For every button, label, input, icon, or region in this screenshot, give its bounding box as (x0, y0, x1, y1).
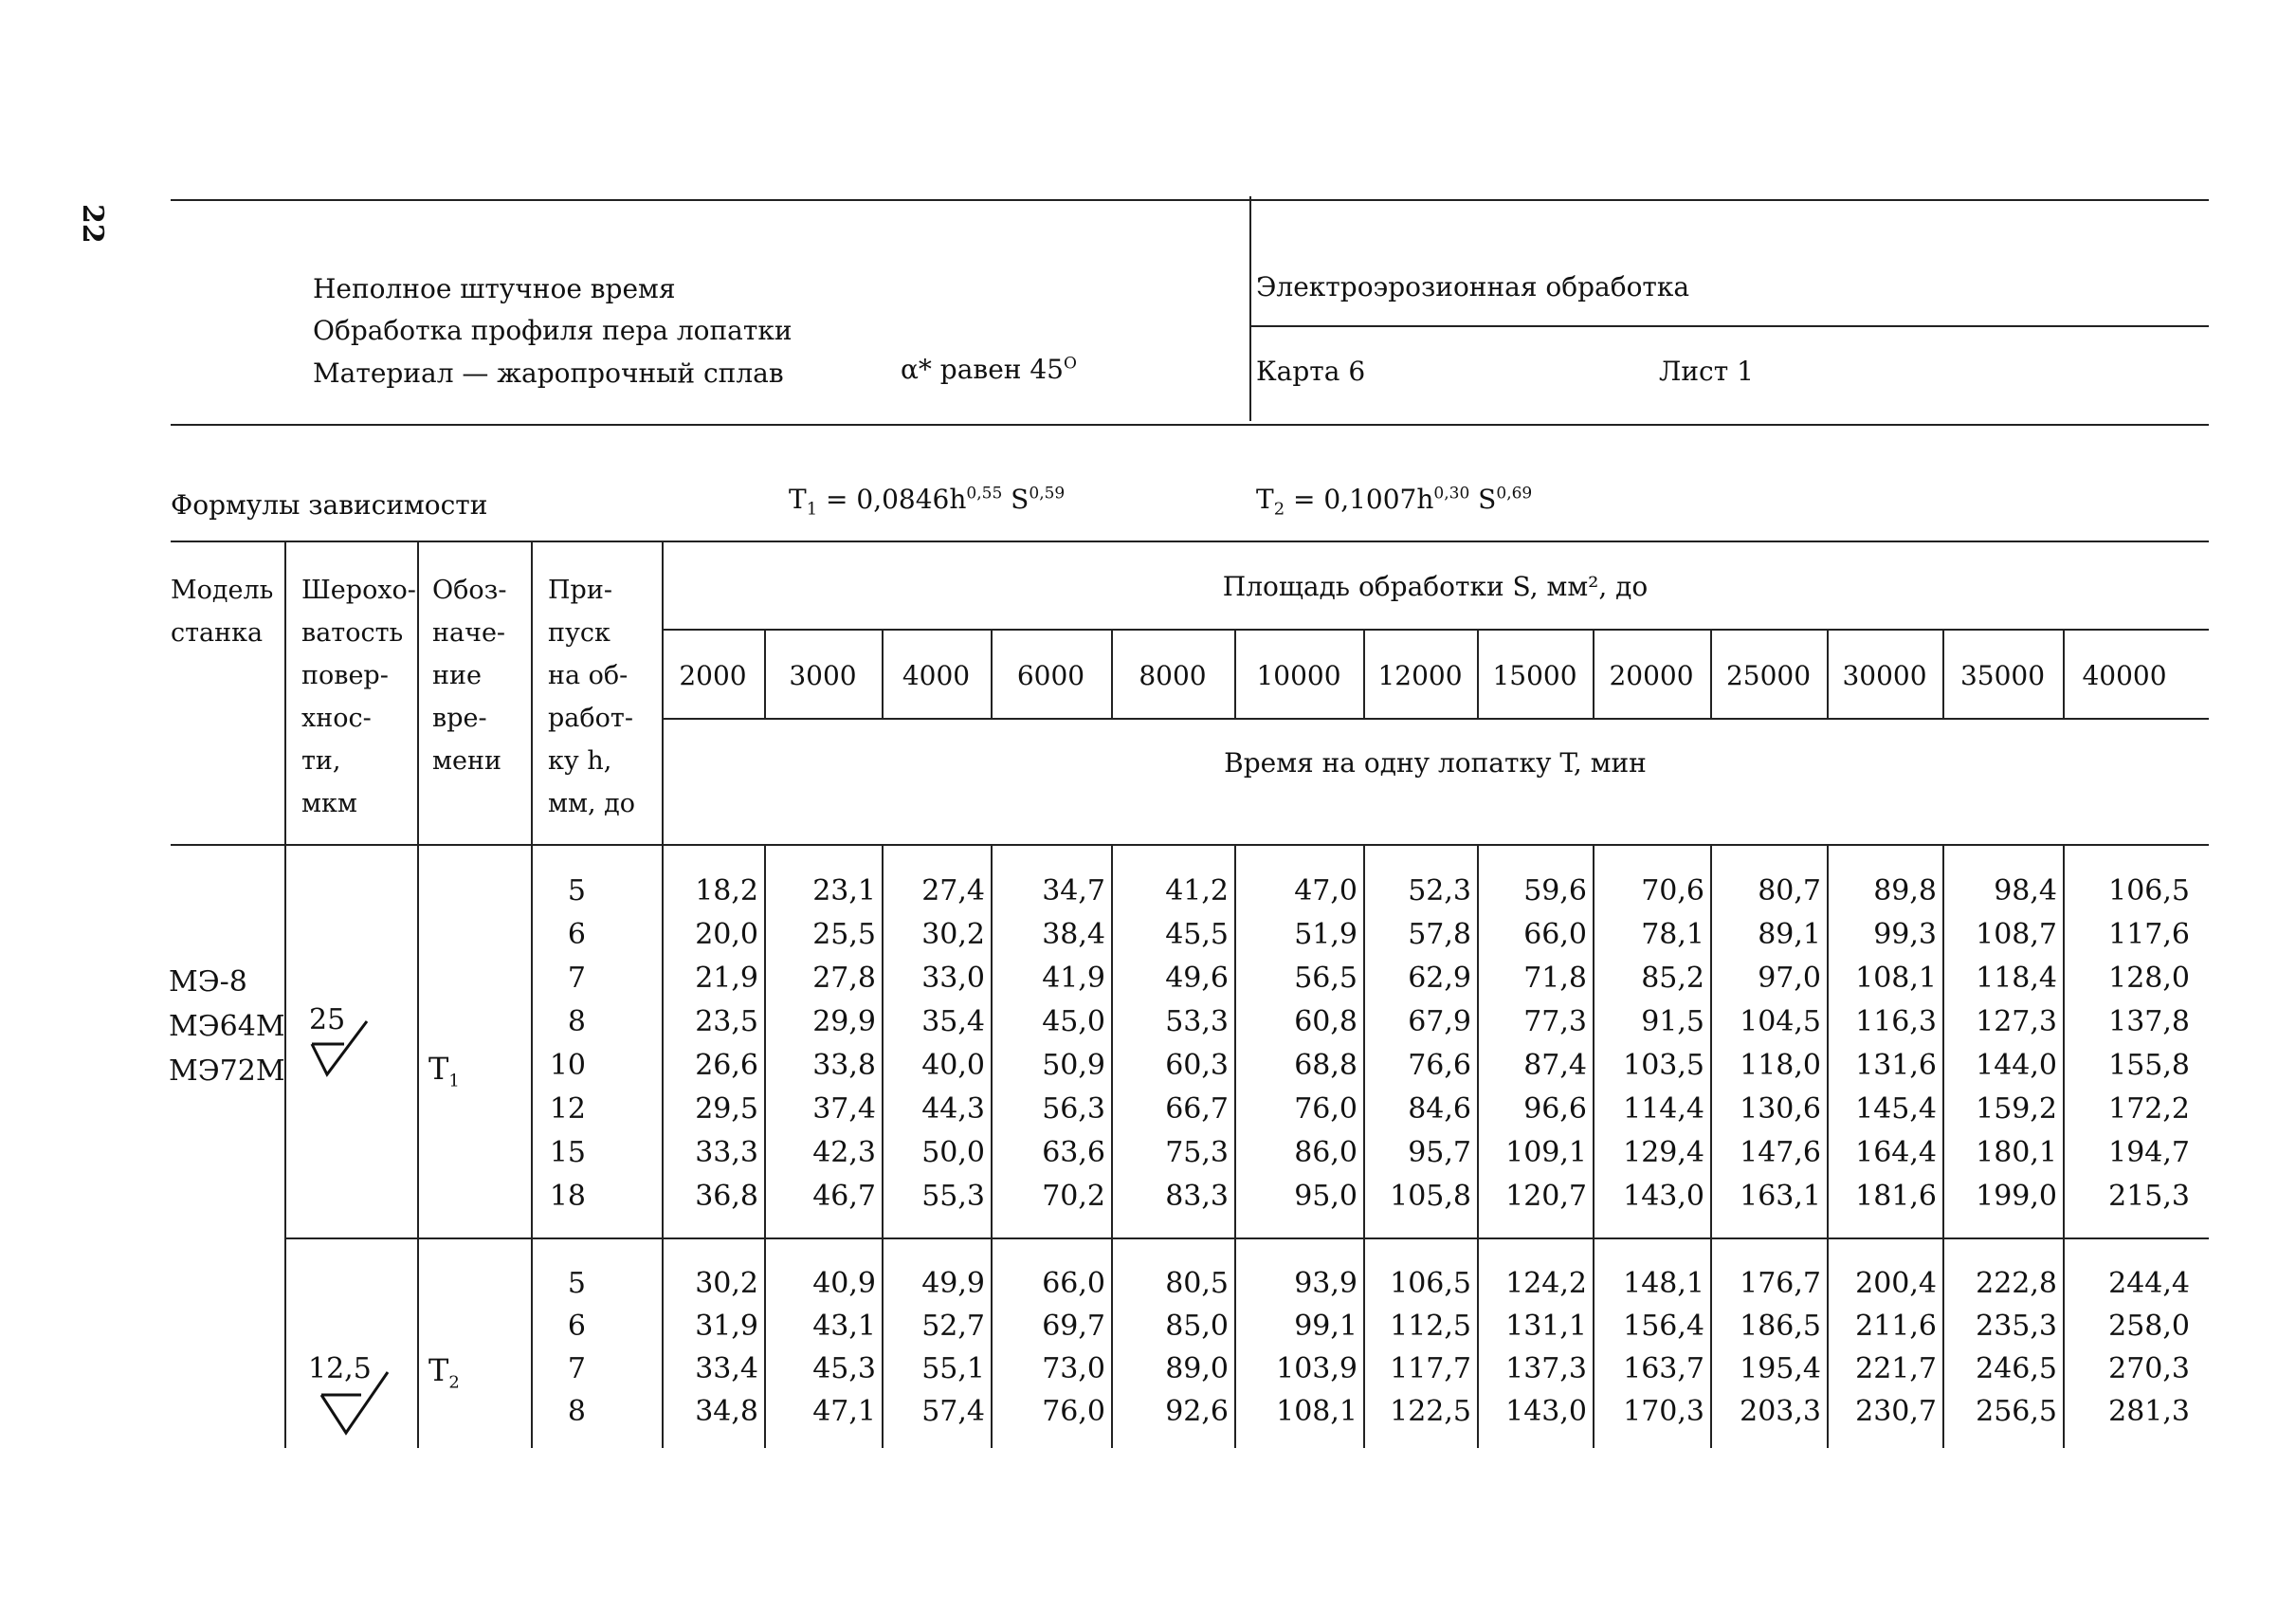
formula-t1-s: S (1002, 484, 1030, 515)
table-cell-g2: 148,1 (1623, 1267, 1704, 1300)
table-cell-g2: 203,3 (1740, 1395, 1821, 1428)
table-cell-g1: 62,9 (1408, 962, 1471, 995)
data-sep (1111, 844, 1113, 1448)
formula-t1-sub: 1 (806, 499, 818, 520)
area-col-header: 20000 (1609, 660, 1694, 691)
data-sep (991, 844, 993, 1448)
table-cell-g1: 147,6 (1740, 1136, 1821, 1169)
table-cell-g2: 235,3 (1976, 1310, 2057, 1343)
alpha-text: α* равен 45 (901, 354, 1064, 385)
table-cell-g1: 96,6 (1523, 1092, 1587, 1126)
col-allow-line-1: При- (548, 576, 612, 605)
table-cell-g1: 23,5 (695, 1005, 758, 1038)
model-3: МЭ72М (169, 1054, 285, 1088)
area-sep (991, 629, 993, 718)
allowance-g1: 10 (549, 1049, 586, 1082)
table-cell-g1: 155,8 (2108, 1049, 2190, 1082)
table-cell-g2: 76,0 (1042, 1395, 1105, 1428)
designation-t2-symbol: T (428, 1352, 449, 1388)
allowance-g1: 5 (567, 874, 586, 907)
table-cell-g1: 131,6 (1855, 1049, 1937, 1082)
model-2: МЭ64М (169, 1010, 285, 1043)
formula-t1-exp1: 0,55 (966, 484, 1003, 504)
table-cell-g1: 83,3 (1165, 1180, 1229, 1213)
table-cell-g1: 172,2 (2108, 1092, 2190, 1126)
table-cell-g2: 49,9 (921, 1267, 985, 1300)
table-cell-g2: 230,7 (1855, 1395, 1937, 1428)
area-col-header: 2000 (679, 660, 747, 691)
table-cell-g1: 27,4 (921, 874, 985, 907)
table-cell-g2: 40,9 (812, 1267, 876, 1300)
col-model-header (171, 569, 273, 654)
page-number: 22 (76, 204, 109, 244)
header-end-rule (171, 844, 2209, 846)
area-col-header: 10000 (1256, 660, 1341, 691)
data-sep (1942, 844, 1944, 1448)
table-cell-g2: 258,0 (2108, 1310, 2190, 1343)
time-title: Время на одну лопатку T, мин (1224, 747, 1647, 779)
table-cell-g2: 52,7 (921, 1310, 985, 1343)
area-col-header: 35000 (1959, 660, 2046, 691)
allowance-g1: 15 (549, 1136, 586, 1169)
table-cell-g1: 37,4 (812, 1092, 876, 1126)
table-cell-g2: 30,2 (695, 1267, 758, 1300)
table-cell-g1: 41,2 (1165, 874, 1229, 907)
header-line-1: Неполное штучное время (313, 273, 676, 304)
table-cell-g1: 163,1 (1740, 1180, 1821, 1213)
table-cell-g1: 144,0 (1976, 1049, 2057, 1082)
table-cell-g2: 69,7 (1042, 1310, 1105, 1343)
table-cell-g1: 143,0 (1623, 1180, 1704, 1213)
table-cell-g1: 27,8 (812, 962, 876, 995)
table-cell-g1: 164,4 (1855, 1136, 1937, 1169)
right-title: Электроэрозионная обработка (1256, 271, 1690, 302)
table-cell-g1: 108,1 (1855, 962, 1937, 995)
formula-t2-s: S (1469, 484, 1497, 515)
area-sep (1477, 629, 1479, 718)
table-cell-g1: 25,5 (812, 918, 876, 951)
table-cell-g1: 57,8 (1408, 918, 1471, 951)
allowance-g2: 5 (567, 1267, 586, 1300)
table-cell-g2: 143,0 (1505, 1395, 1587, 1428)
area-title: Площадь обработки S, мм², до (1222, 571, 1649, 602)
col-rough-line-2: ватость (301, 618, 404, 648)
table-cell-g1: 104,5 (1740, 1005, 1821, 1038)
table-cell-g2: 99,1 (1294, 1310, 1358, 1343)
table-cell-g1: 60,3 (1165, 1049, 1229, 1082)
col-allow-line-2: пуск (548, 618, 610, 648)
table-cell-g2: 163,7 (1623, 1352, 1704, 1385)
table-cell-g1: 128,0 (2108, 962, 2190, 995)
area-sep (1942, 629, 1944, 718)
table-cell-g1: 41,9 (1042, 962, 1105, 995)
area-sep (1111, 629, 1113, 718)
table-cell-g2: 186,5 (1740, 1310, 1821, 1343)
table-cell-g1: 215,3 (2108, 1180, 2190, 1213)
table-cell-g1: 89,8 (1873, 874, 1937, 907)
sheet-number: Лист 1 (1659, 356, 1754, 387)
table-cell-g1: 106,5 (2108, 874, 2190, 907)
table-cell-g2: 45,3 (812, 1352, 876, 1385)
col-allow-line-3: на об- (548, 661, 629, 690)
table-cell-g1: 29,5 (695, 1092, 758, 1126)
col-rough-line-6: мкм (301, 789, 357, 818)
table-cell-g1: 118,4 (1976, 962, 2057, 995)
table-cell-g2: 117,7 (1390, 1352, 1471, 1385)
header-divider (1249, 196, 1251, 421)
allowance-g2: 8 (567, 1395, 586, 1428)
table-cell-g1: 63,6 (1042, 1136, 1105, 1169)
table-cell-g1: 70,2 (1042, 1180, 1105, 1213)
table-cell-g1: 127,3 (1976, 1005, 2057, 1038)
table-cell-g1: 109,1 (1505, 1136, 1587, 1169)
table-cell-g1: 70,6 (1641, 874, 1704, 907)
col-line-rough (417, 542, 419, 1448)
table-cell-g1: 56,3 (1042, 1092, 1105, 1126)
area-col-header: 25000 (1725, 660, 1812, 691)
header-right-rule (1249, 325, 2209, 327)
table-cell-g1: 91,5 (1641, 1005, 1704, 1038)
header-line-3: Материал — жаропрочный сплав (313, 357, 784, 389)
table-cell-g1: 87,4 (1523, 1049, 1587, 1082)
table-cell-g2: 85,0 (1165, 1310, 1229, 1343)
table-cell-g1: 50,0 (921, 1136, 985, 1169)
table-cell-g1: 130,6 (1740, 1092, 1821, 1126)
area-values-rule (662, 718, 2209, 720)
table-cell-g1: 116,3 (1855, 1005, 1937, 1038)
table-cell-g1: 71,8 (1523, 962, 1587, 995)
area-col-header: 6000 (1016, 660, 1085, 691)
table-cell-g2: 31,9 (695, 1310, 758, 1343)
table-cell-g2: 124,2 (1505, 1267, 1587, 1300)
table-cell-g2: 256,5 (1976, 1395, 2057, 1428)
allowance-g2: 7 (567, 1352, 586, 1385)
table-cell-g1: 89,1 (1758, 918, 1821, 951)
table-cell-g1: 76,6 (1408, 1049, 1471, 1082)
table-cell-g1: 34,7 (1042, 874, 1105, 907)
table-cell-g1: 75,3 (1165, 1136, 1229, 1169)
table-cell-g2: 93,9 (1294, 1267, 1358, 1300)
table-cell-g1: 86,0 (1294, 1136, 1358, 1169)
data-sep (764, 844, 766, 1448)
col-desig-line-3: ние (432, 661, 482, 690)
table-cell-g2: 47,1 (812, 1395, 876, 1428)
area-col-header: 15000 (1492, 660, 1577, 691)
table-cell-g1: 29,9 (812, 1005, 876, 1038)
data-sep (2063, 844, 2065, 1448)
area-sep (1827, 629, 1829, 718)
header-line-2: Обработка профиля пера лопатки (313, 315, 793, 346)
table-cell-g1: 59,6 (1523, 874, 1587, 907)
table-cell-g1: 33,0 (921, 962, 985, 995)
table-cell-g1: 60,8 (1294, 1005, 1358, 1038)
table-cell-g1: 117,6 (2108, 918, 2190, 951)
col-desig-line-4: вре- (432, 704, 487, 733)
area-col-header: 4000 (902, 660, 971, 691)
table-cell-g1: 38,4 (1042, 918, 1105, 951)
table-cell-g1: 145,4 (1855, 1092, 1937, 1126)
table-cell-g1: 68,8 (1294, 1049, 1358, 1082)
table-cell-g2: 221,7 (1855, 1352, 1937, 1385)
table-cell-g2: 106,5 (1390, 1267, 1471, 1300)
data-sep (1827, 844, 1829, 1448)
table-cell-g1: 103,5 (1623, 1049, 1704, 1082)
table-cell-g2: 92,6 (1165, 1395, 1229, 1428)
col-rough-line-1: Шерохо- (301, 576, 416, 605)
table-cell-g2: 222,8 (1976, 1267, 2057, 1300)
formula-t1 (789, 484, 1065, 520)
table-cell-g1: 26,6 (695, 1049, 758, 1082)
table-cell-g1: 33,3 (695, 1136, 758, 1169)
data-sep (1477, 844, 1479, 1448)
table-cell-g2: 112,5 (1390, 1310, 1471, 1343)
area-col-header: 3000 (789, 660, 857, 691)
allowance-g1: 8 (567, 1005, 586, 1038)
area-sep (764, 629, 766, 718)
area-col-header: 40000 (2082, 660, 2167, 691)
table-cell-g1: 77,3 (1523, 1005, 1587, 1038)
table-cell-g1: 120,7 (1505, 1180, 1587, 1213)
designation-t1 (428, 1051, 460, 1091)
data-sep (1363, 844, 1365, 1448)
alpha-degree: O (1063, 354, 1077, 374)
table-cell-g1: 33,8 (812, 1049, 876, 1082)
col-model-line-2: станка (171, 618, 264, 648)
table-cell-g1: 129,4 (1623, 1136, 1704, 1169)
area-col-header: 8000 (1139, 660, 1207, 691)
table-cell-g1: 114,4 (1623, 1092, 1704, 1126)
designation-t2-sub: 2 (448, 1372, 460, 1393)
table-cell-g1: 44,3 (921, 1092, 985, 1126)
table-cell-g2: 156,4 (1623, 1310, 1704, 1343)
table-cell-g2: 80,5 (1165, 1267, 1229, 1300)
table-cell-g2: 246,5 (1976, 1352, 2057, 1385)
table-cell-g2: 170,3 (1623, 1395, 1704, 1428)
table-cell-g1: 159,2 (1976, 1092, 2057, 1126)
table-cell-g1: 52,3 (1408, 874, 1471, 907)
table-cell-g1: 180,1 (1976, 1136, 2057, 1169)
table-cell-g1: 42,3 (812, 1136, 876, 1169)
table-cell-g1: 45,5 (1165, 918, 1229, 951)
table-cell-g2: 176,7 (1740, 1267, 1821, 1300)
table-cell-g1: 23,1 (812, 874, 876, 907)
formula-t2-sub: 2 (1273, 499, 1285, 520)
col-rough-line-5: ти, (301, 746, 341, 776)
allowance-g1: 18 (549, 1180, 586, 1213)
header-top-rule (171, 199, 2209, 201)
table-cell-g2: 270,3 (2108, 1352, 2190, 1385)
table-cell-g1: 40,0 (921, 1049, 985, 1082)
allowance-g1: 12 (549, 1092, 586, 1126)
area-col-header: 12000 (1377, 660, 1463, 691)
roughness-triangle-icon (308, 1019, 374, 1086)
table-cell-g2: 108,1 (1276, 1395, 1358, 1428)
table-cell-g1: 45,0 (1042, 1005, 1105, 1038)
roughness-triangle-icon (318, 1370, 393, 1437)
model-1: МЭ-8 (169, 965, 247, 999)
col-allow-header (548, 569, 635, 825)
table-cell-g1: 47,0 (1294, 874, 1358, 907)
formula-t1-eq: = 0,0846h (817, 484, 967, 515)
allowance-g1: 6 (567, 918, 586, 951)
col-allow-line-4: работ- (548, 704, 633, 733)
table-cell-g1: 194,7 (2108, 1136, 2190, 1169)
table-cell-g1: 105,8 (1390, 1180, 1471, 1213)
col-desig-header (432, 569, 507, 782)
table-cell-g1: 67,9 (1408, 1005, 1471, 1038)
table-cell-g1: 49,6 (1165, 962, 1229, 995)
table-cell-g1: 36,8 (695, 1180, 758, 1213)
area-col-header: 30000 (1842, 660, 1927, 691)
table-cell-g1: 97,0 (1758, 962, 1821, 995)
formulas-label: Формулы зависимости (171, 489, 488, 521)
col-rough-header (301, 569, 416, 825)
table-cell-g1: 181,6 (1855, 1180, 1937, 1213)
table-cell-g2: 137,3 (1505, 1352, 1587, 1385)
table-top-rule (171, 541, 2209, 542)
area-sep (1593, 629, 1594, 718)
table-cell-g2: 244,4 (2108, 1267, 2190, 1300)
table-cell-g1: 30,2 (921, 918, 985, 951)
area-sep (1710, 629, 1712, 718)
table-cell-g1: 99,3 (1873, 918, 1937, 951)
col-desig-line-5: мени (432, 746, 501, 776)
table-cell-g1: 66,0 (1523, 918, 1587, 951)
designation-t2 (428, 1352, 460, 1392)
roughness-value-1: 25 (309, 1003, 346, 1036)
table-cell-g1: 199,0 (1976, 1180, 2057, 1213)
formula-t2-exp1: 0,30 (1433, 484, 1470, 504)
table-cell-g2: 89,0 (1165, 1352, 1229, 1385)
table-cell-g1: 56,5 (1294, 962, 1358, 995)
area-header-rule (662, 629, 2209, 631)
table-cell-g2: 43,1 (812, 1310, 876, 1343)
table-cell-g1: 50,9 (1042, 1049, 1105, 1082)
data-sep (1234, 844, 1236, 1448)
table-cell-g1: 98,4 (1994, 874, 2057, 907)
card-number: Карта 6 (1256, 356, 1366, 387)
col-allow-line-5: ку h, (548, 746, 612, 776)
table-cell-g1: 95,0 (1294, 1180, 1358, 1213)
table-cell-g1: 53,3 (1165, 1005, 1229, 1038)
table-cell-g1: 95,7 (1408, 1136, 1471, 1169)
machine-models (169, 960, 285, 1093)
formula-t1-exp2: 0,59 (1029, 484, 1066, 504)
area-sep (882, 629, 884, 718)
area-sep (1363, 629, 1365, 718)
table-cell-g1: 76,0 (1294, 1092, 1358, 1126)
col-rough-line-3: повер- (301, 661, 389, 690)
table-cell-g1: 85,2 (1641, 962, 1704, 995)
table-cell-g1: 20,0 (695, 918, 758, 951)
designation-t1-symbol: T (428, 1051, 449, 1087)
table-cell-g1: 80,7 (1758, 874, 1821, 907)
col-model-line-1: Модель (171, 576, 274, 605)
table-cell-g1: 18,2 (695, 874, 758, 907)
col-allow-line-6: мм, до (548, 789, 636, 818)
col-desig-line-1: Обоз- (432, 576, 507, 605)
table-cell-g1: 118,0 (1740, 1049, 1821, 1082)
table-cell-g1: 84,6 (1408, 1092, 1471, 1126)
table-cell-g2: 281,3 (2108, 1395, 2190, 1428)
table-cell-g2: 73,0 (1042, 1352, 1105, 1385)
alpha-angle (901, 354, 1077, 385)
table-cell-g1: 46,7 (812, 1180, 876, 1213)
designation-t1-sub: 1 (448, 1071, 460, 1091)
table-cell-g1: 51,9 (1294, 918, 1358, 951)
table-cell-g2: 211,6 (1855, 1310, 1937, 1343)
formula-t2-symbol: T (1256, 484, 1274, 515)
table-cell-g1: 108,7 (1976, 918, 2057, 951)
formula-t2-exp2: 0,69 (1496, 484, 1533, 504)
table-cell-g2: 34,8 (695, 1395, 758, 1428)
table-cell-g1: 78,1 (1641, 918, 1704, 951)
col-desig-line-2: наче- (432, 618, 506, 648)
area-sep (1234, 629, 1236, 718)
header-bottom-rule (171, 424, 2209, 426)
data-sep (1710, 844, 1712, 1448)
table-cell-g2: 200,4 (1855, 1267, 1937, 1300)
table-cell-g1: 55,3 (921, 1180, 985, 1213)
col-rough-line-4: хнос- (301, 704, 372, 733)
table-cell-g2: 195,4 (1740, 1352, 1821, 1385)
table-cell-g2: 55,1 (921, 1352, 985, 1385)
allowance-g2: 6 (567, 1310, 586, 1343)
table-cell-g1: 35,4 (921, 1005, 985, 1038)
data-sep (1593, 844, 1594, 1448)
formula-t1-symbol: T (789, 484, 807, 515)
area-sep (2063, 629, 2065, 718)
table-cell-g1: 137,8 (2108, 1005, 2190, 1038)
formula-t2 (1256, 484, 1532, 520)
table-cell-g2: 33,4 (695, 1352, 758, 1385)
table-cell-g2: 131,1 (1505, 1310, 1587, 1343)
group-divider-rule (284, 1237, 2209, 1239)
table-cell-g1: 66,7 (1165, 1092, 1229, 1126)
table-cell-g2: 103,9 (1276, 1352, 1358, 1385)
roughness-value-2: 12,5 (308, 1352, 372, 1385)
formula-t2-eq: = 0,1007h (1285, 484, 1434, 515)
table-cell-g1: 21,9 (695, 962, 758, 995)
table-cell-g2: 122,5 (1390, 1395, 1471, 1428)
allowance-g1: 7 (567, 962, 586, 995)
table-cell-g2: 66,0 (1042, 1267, 1105, 1300)
table-cell-g2: 57,4 (921, 1395, 985, 1428)
